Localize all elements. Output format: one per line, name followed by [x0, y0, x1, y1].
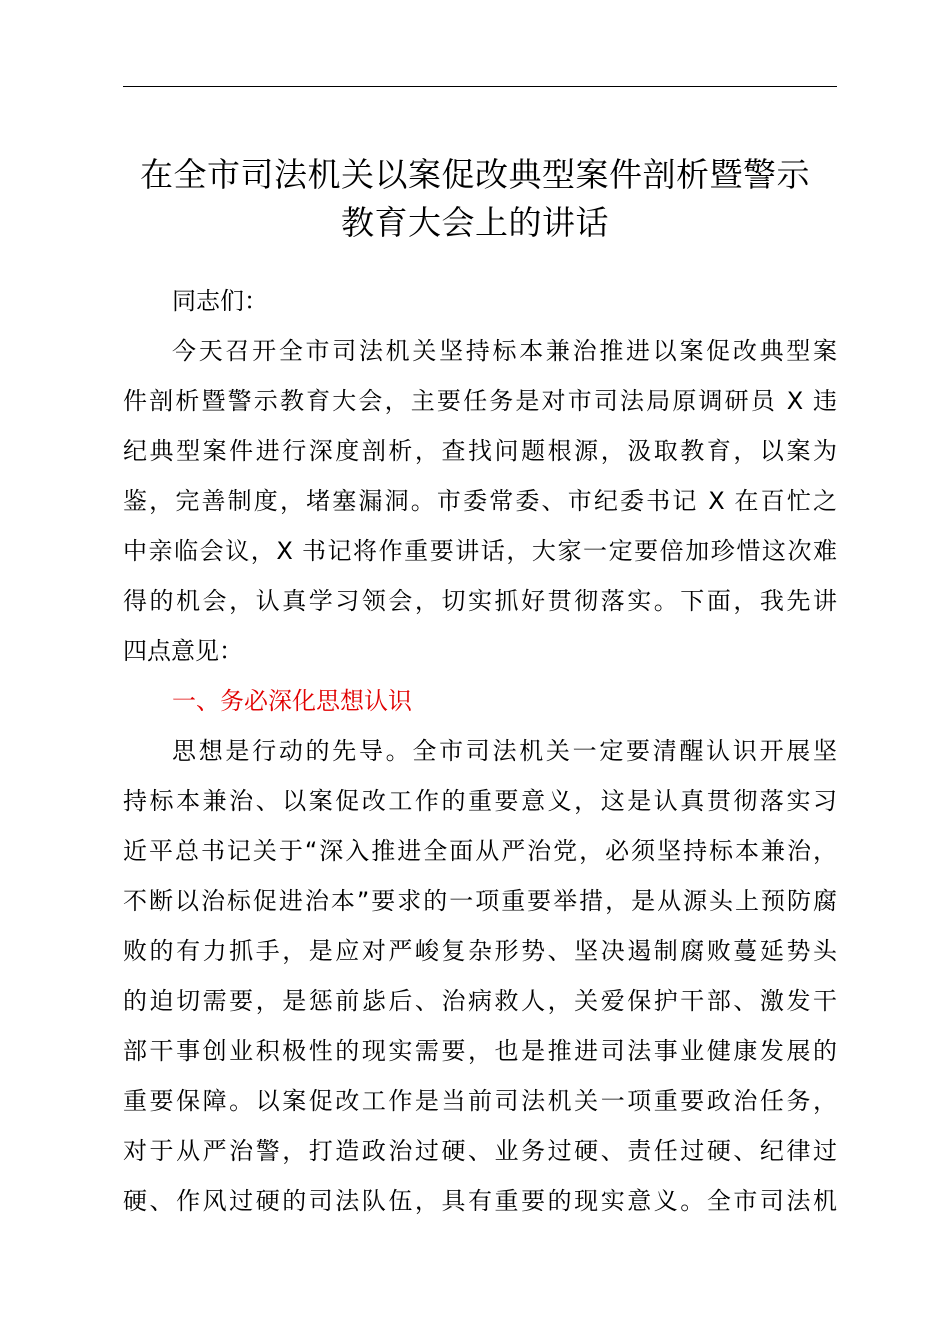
paragraph1-line: 鉴，完善制度，堵塞漏洞。市委常委、市纪委书记 X 在百忙之: [123, 487, 837, 515]
paragraph1-line: 得的机会，认真学习领会，切实抓好贯彻落实。下面，我先讲: [123, 587, 837, 615]
header-rule: [123, 86, 837, 87]
paragraph2-line: 硬、作风过硬的司法队伍，具有重要的现实意义。全市司法机: [123, 1187, 837, 1215]
paragraph2-line: 对于从严治警，打造政治过硬、业务过硬、责任过硬、纪律过: [123, 1137, 837, 1165]
paragraph2-line: 思想是行动的先导。全市司法机关一定要清醒认识开展坚: [172, 737, 837, 765]
paragraph2-line: 部干事创业积极性的现实需要，也是推进司法事业健康发展的: [123, 1037, 837, 1065]
document-title-line-2: 教育大会上的讲话: [341, 203, 609, 242]
paragraph1-line: 中亲临会议，X 书记将作重要讲话，大家一定要倍加珍惜这次难: [123, 537, 837, 565]
paragraph1-line: 件剖析暨警示教育大会，主要任务是对市司法局原调研员 X 违: [123, 387, 837, 415]
paragraph2-line: 不断以治标促进治本”要求的一项重要举措，是从源头上预防腐: [123, 887, 837, 915]
paragraph1-line: 四点意见：: [123, 637, 243, 665]
paragraph1-line: 今天召开全市司法机关坚持标本兼治推进以案促改典型案: [172, 337, 837, 365]
salutation: 同志们：: [172, 287, 268, 315]
section-heading: 一、务必深化思想认识: [172, 687, 412, 715]
paragraph2-line: 的迫切需要，是惩前毖后、治病救人，关爱保护干部、激发干: [123, 987, 837, 1015]
paragraph1-line: 纪典型案件进行深度剖析，查找问题根源，汲取教育，以案为: [123, 437, 837, 465]
paragraph2-line: 持标本兼治、以案促改工作的重要意义，这是认真贯彻落实习: [123, 787, 837, 815]
paragraph2-line: 近平总书记关于“深入推进全面从严治党，必须坚持标本兼治，: [123, 837, 837, 865]
document-title-line-1: 在全市司法机关以案促改典型案件剖析暨警示: [140, 155, 810, 194]
paragraph2-line: 败的有力抓手，是应对严峻复杂形势、坚决遏制腐败蔓延势头: [123, 937, 837, 965]
paragraph2-line: 重要保障。以案促改工作是当前司法机关一项重要政治任务，: [123, 1087, 837, 1115]
